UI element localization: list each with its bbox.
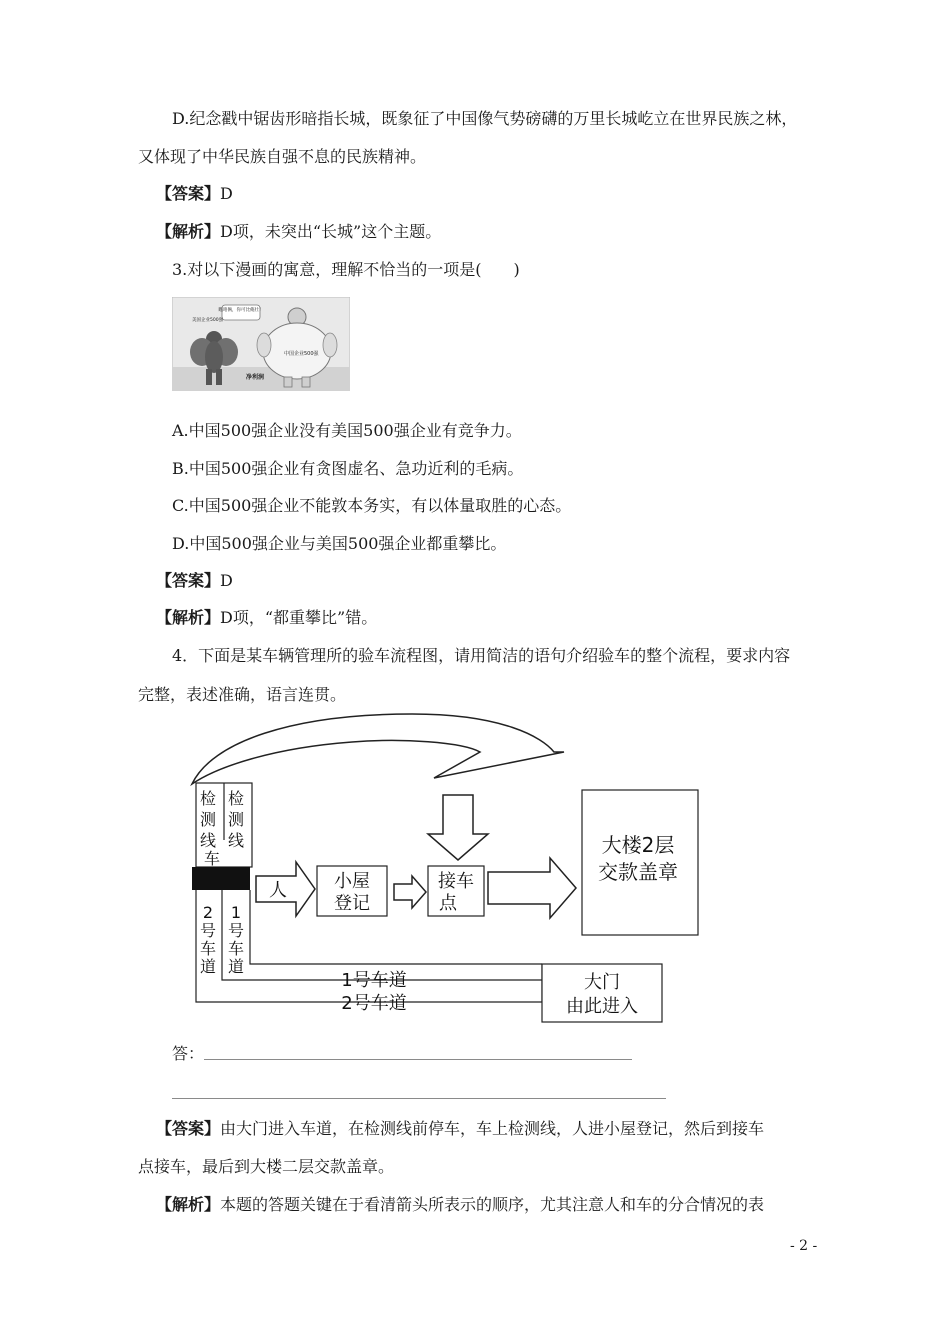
us-company-label: 美国企业500强 bbox=[192, 318, 224, 323]
pickup-to-building-arrow bbox=[488, 858, 576, 918]
lane-2-vertical-char: 道 bbox=[199, 957, 217, 976]
answer-value: D bbox=[220, 571, 233, 590]
question-4-line-2: 完整，表述准确，语言连贯。 bbox=[138, 685, 347, 704]
building-line-2: 交款盖章 bbox=[598, 860, 678, 884]
analysis-label: 【解析】 bbox=[156, 1195, 221, 1214]
cartoon-image bbox=[172, 297, 350, 391]
analysis-text: D项，未突出“长城”这个主题。 bbox=[220, 222, 442, 241]
person-label: 人 bbox=[269, 880, 287, 901]
answer-label: 【答案】 bbox=[156, 571, 221, 590]
question-3-option-d: D.中国500强企业与美国500强企业都重攀比。 bbox=[172, 534, 507, 553]
analysis-text: D项，“都重攀比”错。 bbox=[220, 608, 378, 627]
building-line-1: 大楼2层 bbox=[601, 833, 675, 857]
lane-2-vertical-char: 2 bbox=[202, 903, 214, 922]
check-line-col1-char: 测 bbox=[199, 810, 217, 829]
question-4-line-1: 4．下面是某车辆管理所的验车流程图，请用简洁的语句介绍验车的整个流程，要求内容 bbox=[172, 646, 791, 665]
question-3-option-b: B.中国500强企业有贪图虚名、急功近利的毛病。 bbox=[172, 459, 524, 478]
check-line-col1-char: 线 bbox=[199, 831, 217, 850]
analysis-label: 【解析】 bbox=[156, 222, 221, 241]
analysis-2 bbox=[156, 221, 441, 243]
net-profit-label: 净利润 bbox=[246, 374, 265, 381]
speech-bubble-text: 瞧咱俩，你可比俺壮！ bbox=[218, 308, 264, 313]
question-3-option-a: A.中国500强企业没有美国500强企业有竞争力。 bbox=[172, 421, 522, 440]
answer-blank-line-1[interactable] bbox=[204, 1059, 632, 1060]
pickup-line-1: 接车 bbox=[438, 871, 474, 892]
hut-line-2: 登记 bbox=[334, 893, 370, 914]
check-line-col1-char: 检 bbox=[199, 789, 217, 808]
check-line-bar bbox=[192, 867, 250, 890]
answer-prompt: 答： bbox=[172, 1044, 205, 1063]
check-line-col2-char: 线 bbox=[227, 831, 245, 850]
answer-text: 由大门进入车道，在检测线前停车，车上检测线，人进小屋登记，然后到接车 bbox=[220, 1119, 765, 1138]
lane-1-vertical-char: 车 bbox=[227, 939, 245, 958]
curved-arrow bbox=[192, 714, 564, 784]
answer-4-line-1 bbox=[156, 1118, 764, 1140]
check-line-col1-char: 车 bbox=[203, 849, 221, 868]
option-d-line-1: D.纪念戳中锯齿形暗指长城，既象征了中国像气势磅礴的万里长城屹立在世界民族之林， bbox=[172, 109, 798, 128]
lane-1-vertical-char: 道 bbox=[227, 957, 245, 976]
analysis-3 bbox=[156, 607, 377, 629]
analysis-text: 本题的答题关键在于看清箭头所表示的顺序，尤其注意人和车的分合情况的表 bbox=[220, 1195, 765, 1214]
gate-line-2: 由此进入 bbox=[566, 996, 638, 1017]
lane-1-label: 1号车道 bbox=[341, 970, 407, 991]
question-3-stem: 3.对以下漫画的寓意，理解不恰当的一项是( ) bbox=[172, 260, 520, 279]
answer-label: 【答案】 bbox=[156, 1119, 221, 1138]
answer-4-line-2: 点接车，最后到大楼二层交款盖章。 bbox=[138, 1157, 395, 1176]
pickup-line-2: 点 bbox=[439, 893, 457, 914]
answer-blank-line-2[interactable] bbox=[172, 1098, 666, 1099]
lane-2-vertical-char: 车 bbox=[199, 939, 217, 958]
inspection-flowchart bbox=[172, 712, 712, 1030]
question-3-option-c: C.中国500强企业不能敦本务实，有以体量取胜的心态。 bbox=[172, 496, 572, 515]
option-d-line-2: 又体现了中华民族自强不息的民族精神。 bbox=[138, 147, 427, 166]
analysis-label: 【解析】 bbox=[156, 608, 221, 627]
answer-2 bbox=[156, 183, 233, 205]
page-number: - 2 - bbox=[790, 1238, 818, 1254]
hut-to-pickup-arrow bbox=[394, 876, 426, 908]
answer-value: D bbox=[220, 184, 233, 203]
cn-company-label: 中国企业500强 bbox=[284, 351, 319, 357]
lane-1-vertical-char: 1 bbox=[230, 903, 242, 922]
answer-label: 【答案】 bbox=[156, 184, 221, 203]
gate-line-1: 大门 bbox=[584, 972, 620, 993]
down-arrow bbox=[428, 795, 488, 860]
lane-2-vertical-char: 号 bbox=[199, 921, 217, 940]
lane-2-label: 2号车道 bbox=[341, 993, 407, 1014]
answer-3 bbox=[156, 570, 233, 592]
check-line-col2-char: 检 bbox=[227, 789, 245, 808]
check-line-col2-char: 测 bbox=[227, 810, 245, 829]
lane-1-vertical-char: 号 bbox=[227, 921, 245, 940]
analysis-4 bbox=[156, 1194, 764, 1216]
hut-line-1: 小屋 bbox=[334, 871, 370, 892]
